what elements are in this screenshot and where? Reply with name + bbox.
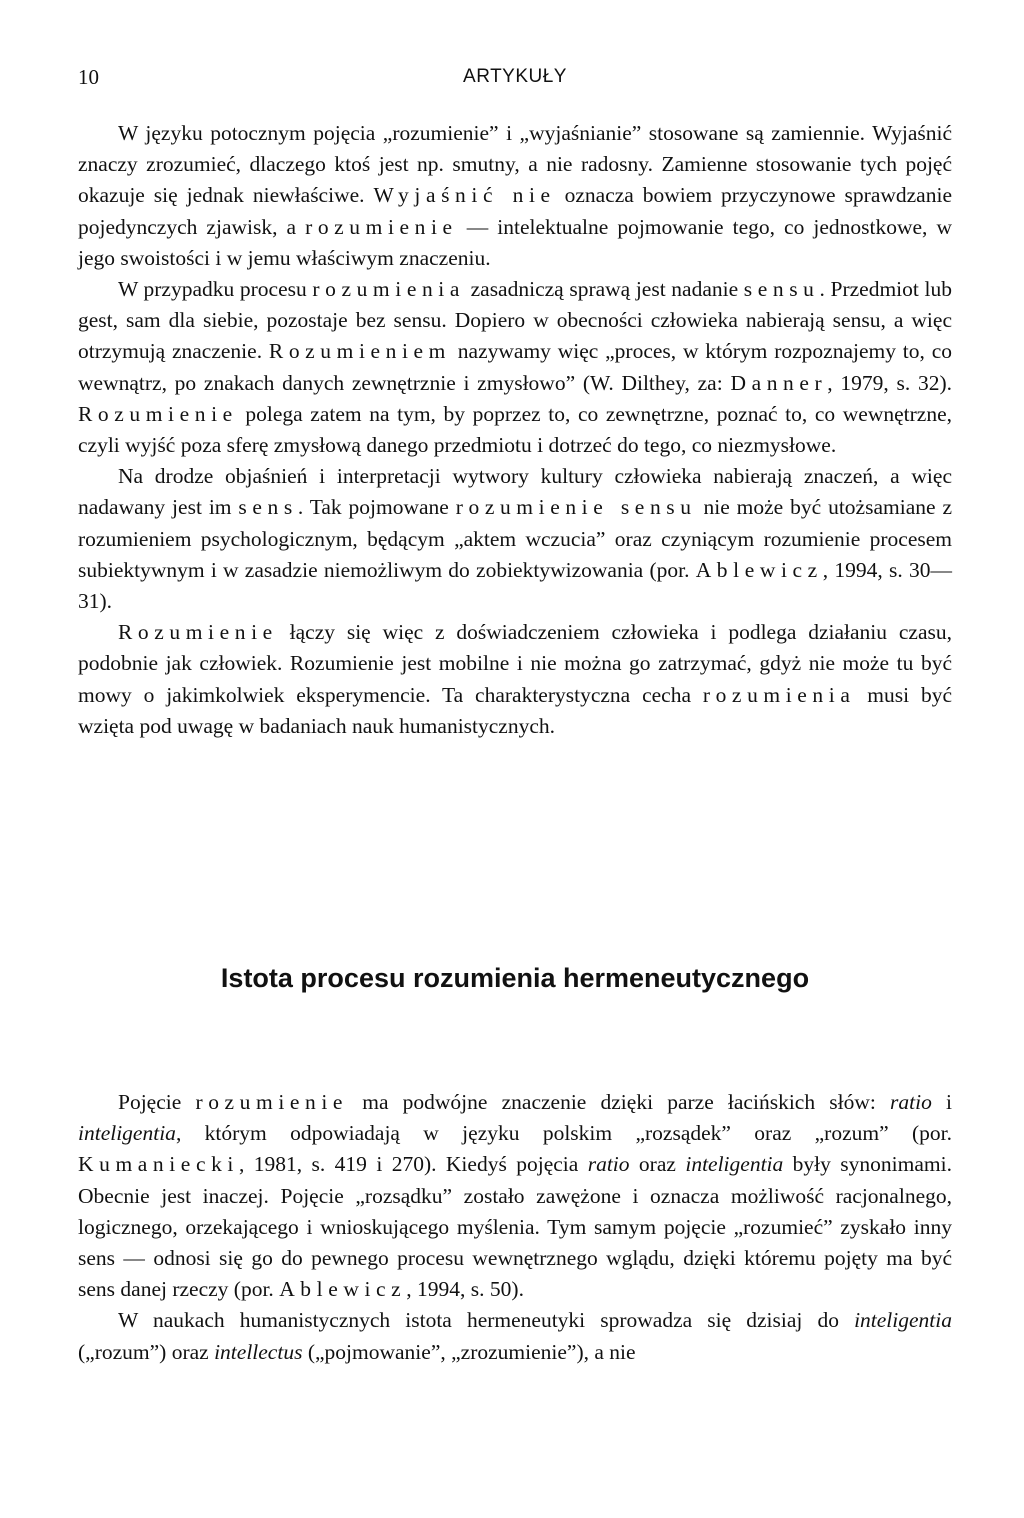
spaced-term: rozumienie sensu	[455, 495, 697, 520]
text-run: . Przedmiot lub gest, sam dla siebie, pozostaje bez sensu. Dopiero w obecności człowieka nabierają sensu, a więc otrzymują znaczenie.	[78, 277, 952, 364]
running-head	[78, 62, 952, 92]
spaced-term: sens	[238, 495, 298, 520]
spaced-term: rozumienia	[312, 277, 465, 302]
italic-term: ratio	[890, 1090, 932, 1114]
text-run: W naukach humanistycznych istota hermeneutyki sprowadza się dzisiaj do	[118, 1308, 855, 1333]
spaced-author: Ablewicz	[695, 557, 823, 582]
spaced-author: Kumaniecki	[78, 1152, 239, 1177]
section-heading: Istota procesu rozumienia hermeneutycznego	[220, 963, 810, 993]
paragraph-5	[78, 1087, 952, 1305]
text-run: ma podwójne znaczenie dzięki parze łacińskich słów:	[348, 1090, 891, 1114]
spaced-term: Rozumieniem	[268, 339, 451, 364]
italic-term: inteligentia	[78, 1121, 176, 1146]
spaced-author: Danner	[730, 370, 828, 395]
text-run: łączy się więc z doświadczeniem człowieka i podlega działaniu czasu, podobnie jak człowiek. Rozumienie jest mobilne i nie można go zatrzymać, gdyż nie może tu być mowy o jakimkolwiek eksperymencie. Ta charakterystyczna cecha	[78, 620, 952, 707]
text-run: oznacza bowiem przyczynowe sprawdzanie pojedynczych zjawisk, a	[78, 183, 952, 239]
spaced-term: Rozumienie	[118, 620, 278, 645]
spaced-term: rozumienia	[702, 682, 856, 707]
paragraph-3	[78, 461, 952, 617]
text-run: , 1994, s. 50).	[406, 1277, 524, 1302]
page-number: 10	[78, 65, 99, 89]
text-run: — intelektualne pojmowanie tego, co jednostkowe, w jego swoistości i w jemu właściwym znaczeniu.	[78, 214, 952, 270]
spaced-term: Wyjaśnić nie	[373, 183, 556, 208]
text-run: zasadniczą sprawą jest nadanie	[464, 277, 744, 302]
text-run: W języku potocznym pojęcia „rozumienie” i „wyjaśnianie” stosowane są zamiennie. Wyjaśnić znaczy zrozumieć, dlaczego ktoś jest np. smutny, a nie radosny. Zamienne stosowanie tych pojęć okazuje się jednak niewłaściwe.	[78, 121, 952, 208]
spaced-term: rozumienie	[305, 214, 458, 239]
text-run: nazywamy więc „proces, w którym rozpoznajemy to, co wewnątrz, po znakach danych zewnętrznie i zmysłowo” (W. Dilthey, za:	[78, 339, 952, 395]
text-block-lower	[78, 1087, 952, 1368]
text-run: i	[931, 1090, 952, 1114]
spaced-term: Rozumienie	[78, 401, 238, 426]
text-run: („rozum”) oraz	[78, 1339, 215, 1364]
italic-term: ratio	[587, 1152, 630, 1177]
spaced-term: rozumienie	[195, 1090, 349, 1114]
text-run: Na drodze objaśnień i interpretacji wytwory kultury człowieka nabierają znaczeń, a więc nadawany jest im	[78, 464, 952, 520]
spaced-author: Ablewicz	[279, 1277, 407, 1302]
text-run: , 1994, s. 30—31).	[78, 557, 952, 614]
text-run: nie może być utożsamiane z rozumieniem psychologicznym, będącym „aktem wczucia” oraz czyniącym rozumienie procesem subiektywnym i w zasadzie niemożliwym do zobiektywizowania (por.	[78, 495, 952, 582]
italic-term: intellectus	[214, 1339, 303, 1364]
text-run: („pojmowanie”, „zrozumienie”), a nie	[302, 1339, 636, 1364]
running-title: ARTYKUŁY	[463, 66, 567, 87]
spaced-term: sensu	[743, 277, 820, 302]
paragraph-6	[78, 1305, 952, 1367]
text-run: , 1981, s. 419 i 270). Kiedyś pojęcia	[238, 1152, 588, 1177]
paragraph-4	[78, 617, 952, 742]
italic-term: inteligentia	[685, 1152, 784, 1177]
text-run: W przypadku procesu	[118, 277, 313, 302]
text-run: Pojęcie	[118, 1090, 196, 1114]
text-run: musi być wzięta pod uwagę w badaniach nauk humanistycznych.	[78, 682, 952, 738]
text-run: . Tak pojmowane	[297, 495, 456, 520]
paragraph-2	[78, 274, 952, 461]
italic-term: inteligentia	[854, 1308, 952, 1333]
text-block-upper	[78, 118, 952, 742]
paragraph-1	[78, 118, 952, 274]
text-run: oraz	[629, 1152, 686, 1177]
text-run: były synonimami. Obecnie jest inaczej. Pojęcie „rozsądku” zostało zawężone i oznacza możliwość racjonalnego, logicznego, orzekającego i wnioskującego myślenia. Tym samym pojęcie „rozumieć” zyskało inny sens — odnosi się go do pewnego procesu wewnętrznego wglądu, dzięki któremu pojęty ma być sens danej rzeczy (por.	[78, 1152, 952, 1302]
text-run: polega zatem na tym, by poprzez to, co zewnętrzne, poznać to, co wewnętrzne, czyli wyjść poza sferę zmysłową danego przedmiotu i dotrzeć do tego, co niezmysłowe.	[78, 401, 952, 458]
text-run: , 1979, s. 32).	[827, 370, 953, 395]
text-run: , którym odpowiadają w języku polskim „rozsądek” oraz „rozum” (por.	[175, 1121, 952, 1146]
